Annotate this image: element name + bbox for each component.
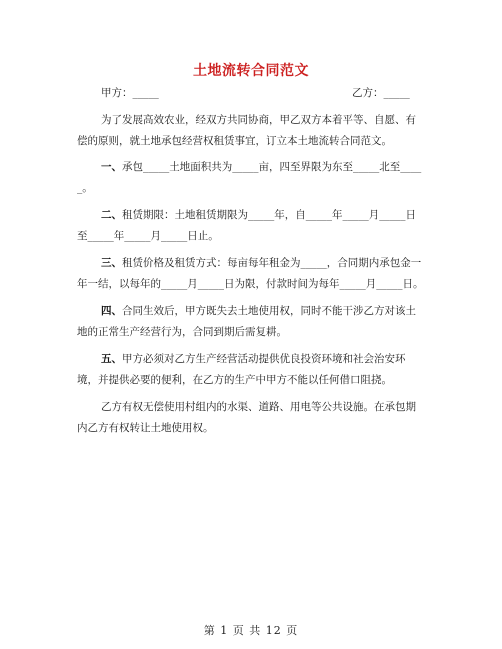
contract-parties: [101, 85, 421, 101]
clause-number: 一、: [101, 161, 122, 173]
page-footer: 第 1 页 共 12 页: [203, 624, 299, 637]
paragraph-preamble: [77, 110, 425, 152]
clause-5: [77, 349, 425, 391]
clause-number: 二、: [101, 209, 122, 221]
clause-text: 承包_____土地面积共为_____亩，四至界限为东至_____北至_____。: [77, 161, 422, 194]
clause-2: [77, 205, 425, 247]
clause-1: [77, 157, 425, 199]
party-a-label: 甲方：_____: [101, 87, 159, 99]
paragraph-closing: [77, 397, 425, 439]
page-title: 土地流转合同范文: [193, 63, 309, 79]
contract-body: [77, 110, 425, 445]
clause-text: 租赁价格及租赁方式：每亩每年租金为_____，合同期内承包金一年一结，以每年的_____月_____日为限，付款时间为每年_____月_____日。: [77, 257, 424, 290]
paragraph-text: 为了发展高效农业，经双方共同协商，甲乙双方本着平等、自愿、有偿的原则，就土地承包经营权租赁事宜，订立本土地流转合同范文。: [77, 114, 416, 147]
clause-number: 五、: [101, 353, 122, 365]
clause-text: 租赁期限：土地租赁期限为_____年，自_____年_____月_____日至_____年_____月_____日止。: [77, 209, 416, 242]
clause-text: 甲方必须对乙方生产经营活动提供优良投资环境和社会治安环境，并提供必要的便利，在乙方的生产中甲方不能以任何借口阻挠。: [77, 353, 406, 386]
paragraph-text: 乙方有权无偿使用村组内的水渠、道路、用电等公共设施。在承包期内乙方有权转让土地使用权。: [77, 401, 416, 434]
clause-number: 四、: [101, 305, 122, 317]
clause-number: 三、: [101, 257, 122, 269]
party-b-label: 乙方：_____: [352, 87, 410, 99]
clause-text: 合同生效后，甲方既失去土地使用权，同时不能干涉乙方对该土地的正常生产经营行为，合同到期后需复耕。: [77, 305, 416, 338]
clause-4: [77, 301, 425, 343]
clause-3: [77, 253, 425, 295]
